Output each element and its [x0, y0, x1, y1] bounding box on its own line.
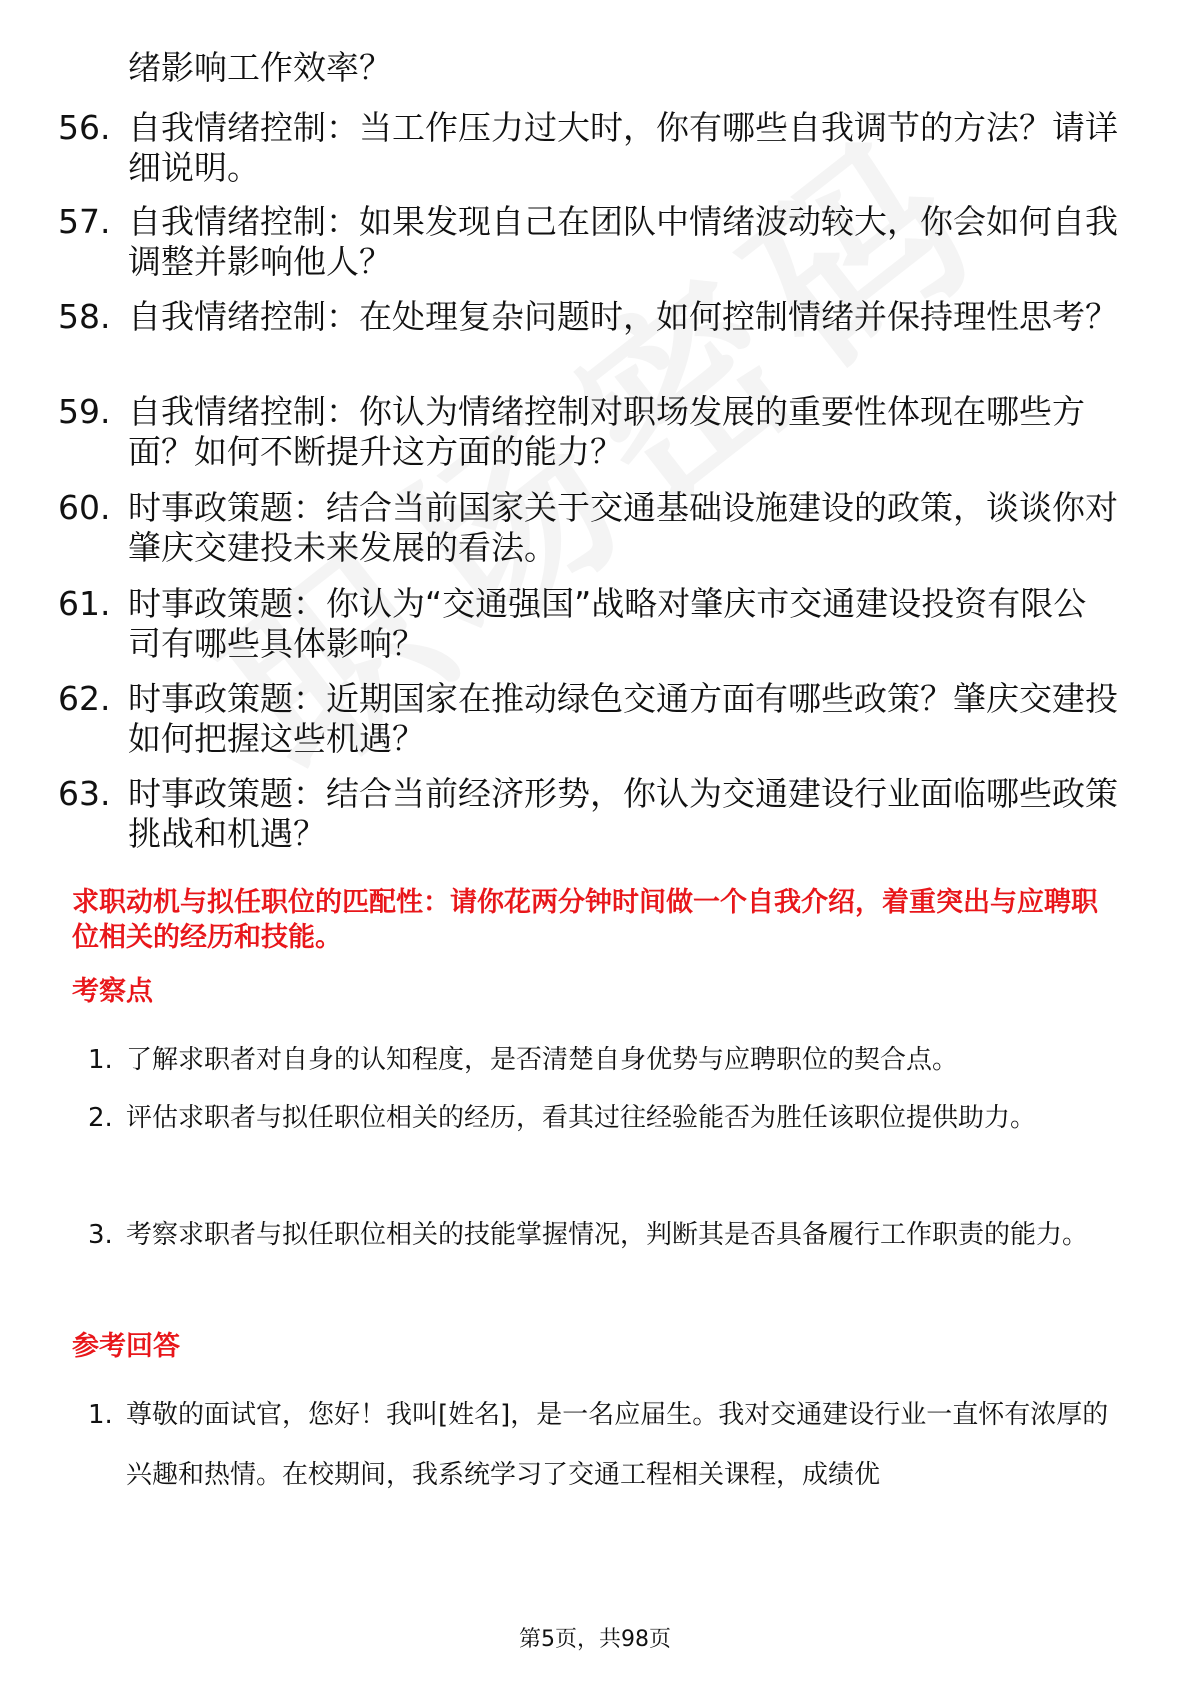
point-number: 3. [88, 1220, 113, 1250]
points-title: 考察点 [72, 976, 153, 1007]
point-text: 评估求职者与拟任职位相关的经历，看其过往经验能否为胜任该职位提供助力。 [126, 1103, 1037, 1133]
answer-text: 尊敬的面试官，您好！我叫[姓名]，是一名应届生。我对交通建设行业一直怀有浓厚的兴趣和热情。在校期间，我系统学习了交通工程相关课程，成绩优 [126, 1400, 1109, 1490]
point-text: 考察求职者与拟任职位相关的技能掌握情况，判断其是否具备履行工作职责的能力。 [126, 1220, 1089, 1250]
question-text: 时事政策题：你认为“交通强国”战略对肇庆市交通建设投资有限公司有哪些具体影响？ [128, 584, 1087, 663]
question-text: 自我情绪控制：如果发现自己在团队中情绪波动较大，你会如何自我调整并影响他人？ [128, 202, 1118, 281]
question-number: 62. [58, 679, 111, 718]
question-number: 63. [58, 774, 111, 813]
question-number: 58. [58, 297, 111, 336]
point-number: 1. [88, 1045, 113, 1075]
question-text: 时事政策题：结合当前国家关于交通基础设施建设的政策，谈谈你对肇庆交建投未来发展的看法。 [128, 488, 1118, 567]
question-text: 时事政策题：结合当前经济形势，你认为交通建设行业面临哪些政策挑战和机遇？ [128, 774, 1118, 853]
question-number: 59. [58, 392, 111, 431]
question-text: 自我情绪控制：当工作压力过大时，你有哪些自我调节的方法？请详细说明。 [128, 108, 1118, 187]
answer-number: 1. [88, 1400, 113, 1430]
question-number: 56. [58, 108, 111, 147]
question-number: 61. [58, 584, 111, 623]
answer-title: 参考回答 [72, 1331, 180, 1362]
point-text: 了解求职者对自身的认知程度，是否清楚自身优势与应聘职位的契合点。 [126, 1045, 959, 1075]
question-number: 60. [58, 488, 111, 527]
question-text: 时事政策题：近期国家在推动绿色交通方面有哪些政策？肇庆交建投如何把握这些机遇？ [128, 679, 1118, 758]
question-text: 自我情绪控制：在处理复杂问题时，如何控制情绪并保持理性思考？ [128, 297, 1118, 336]
section-heading: 求职动机与拟任职位的匹配性：请你花两分钟时间做一个自我介绍，着重突出与应聘职位相关的经历和技能。 [72, 887, 1098, 953]
page-footer: 第5页，共98页 [519, 1627, 671, 1652]
continuation-text: 绪影响工作效率？ [128, 48, 392, 87]
question-number: 57. [58, 202, 111, 241]
question-text: 自我情绪控制：你认为情绪控制对职场发展的重要性体现在哪些方面？如何不断提升这方面的能力？ [128, 392, 1085, 471]
point-number: 2. [88, 1103, 113, 1133]
